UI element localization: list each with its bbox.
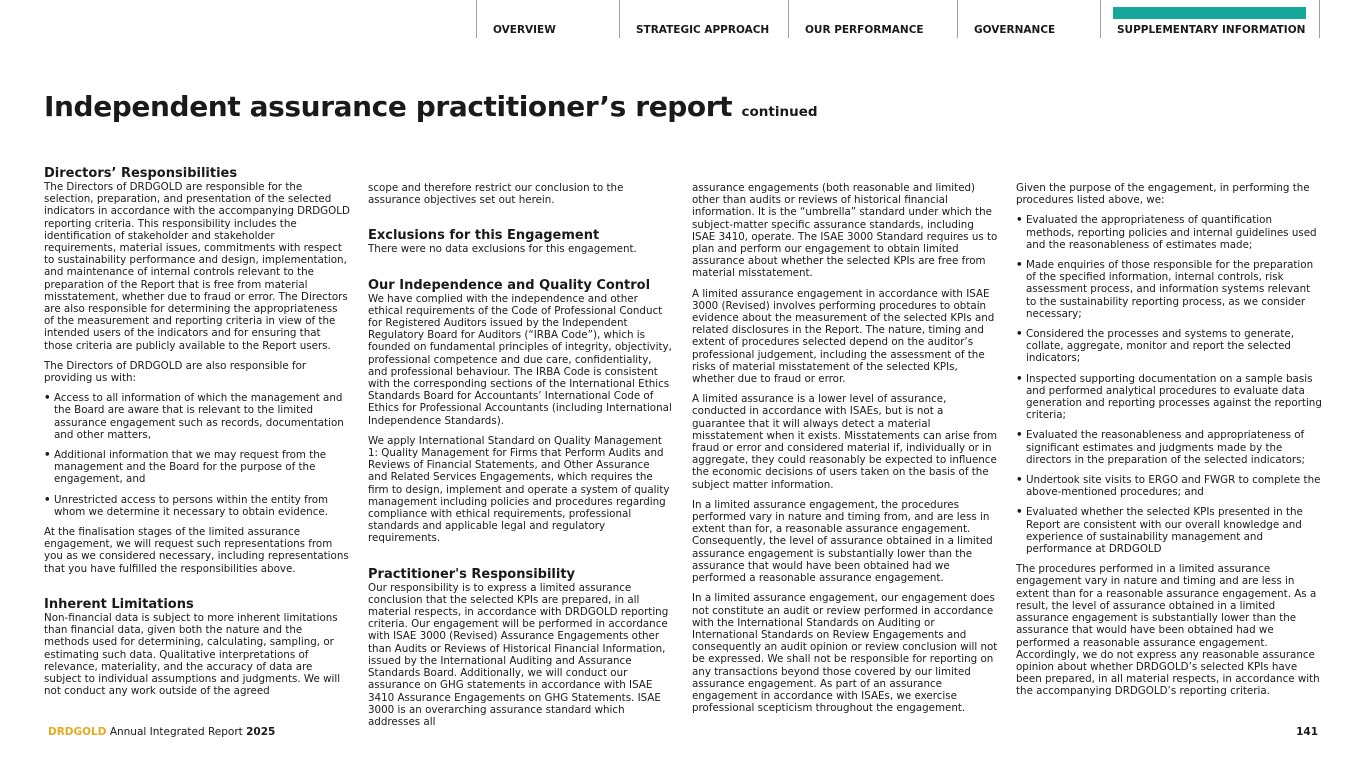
column-2 — [368, 182, 672, 736]
footer-report-title: Annual Integrated Report — [109, 726, 243, 738]
bullet-list — [44, 392, 350, 518]
paragraph: assurance engagements (both reasonable and limited) other than audits or reviews of historical financial information. It is the “umbrella” standard under which the subject-matter specific assurance standards, including ISAE 3410, operate. The ISAE 3000 Standard requires us to plan and perform our engagement to obtain limited assurance about whether the selected KPIs are free from material misstatement. — [692, 182, 998, 280]
paragraph: The procedures performed in a limited assurance engagement vary in nature and timing and are less in extent than for a reasonable assurance engagement. As a result, the level of assurance obtained in a limited assurance engagement is substantially lower than the assurance that would have been obtained had we performed a reasonable assurance engagement. Accordingly, we do not express any reasonable assurance opinion about whether DRDGOLD’s selected KPIs have been prepared, in all material respects, in accordance with the accompanying DRDGOLD’s reporting criteria. — [1016, 563, 1320, 698]
column-3 — [692, 182, 998, 722]
nav-tab-overview[interactable]: OVERVIEW — [476, 0, 619, 38]
active-tab-indicator — [1113, 7, 1306, 19]
list-item: • Inspected supporting documentation on a sample basis and performed analytical procedures to evaluate data generation and reporting processes against the reporting criteria; — [1016, 373, 1322, 422]
nav-tab-supplementary-information[interactable]: SUPPLEMENTARY INFORMATION — [1100, 0, 1320, 38]
nav-tab-governance[interactable]: GOVERNANCE — [957, 0, 1100, 38]
paragraph: Our responsibility is to express a limited assurance conclusion that the selected KPIs are prepared, in all material respects, in accordance with DRDGOLD reporting criteria. Our engagement will be performed in accordance with ISAE 3000 (Revised) Assurance Engagements other than Audits or Reviews of Historical Financial Information, issued by the International Auditing and Assurance Standards Board. Additionally, we will conduct our assurance on GHG statements in accordance with ISAE 3410 Assurance Engagements on GHG Statements. ISAE 3000 is an overarching assurance standard which addresses all — [368, 581, 669, 728]
paragraph: In a limited assurance engagement, our engagement does not constitute an audit or review performed in accordance with the International Standards on Auditing or International Standards on Review Engagements and consequently an audit opinion or review conclusion will not be expressed. We shall not be responsible for reporting on any transactions beyond those covered by our limited assurance engagement. As part of an assurance engagement in accordance with ISAEs, we exercise professional scepticism throughout the engagement. — [692, 592, 998, 715]
nav-tab-our-performance[interactable]: OUR PERFORMANCE — [788, 0, 957, 38]
footer-brand: DRDGOLD — [48, 726, 107, 738]
heading-exclusions: Exclusions for this Engagement — [368, 228, 600, 244]
list-item: • Undertook site visits to ERGO and FWGR to complete the above-mentioned procedures; and — [1016, 474, 1322, 498]
paragraph: A limited assurance engagement in accordance with ISAE 3000 (Revised) involves performing procedures to obtain evidence about the measurement of the selected KPIs and related disclosures in the Report. The nature, timing and extent of procedures selected depend on the auditor’s professional judgement, including the assessment of the risks of material misstatement of the selected KPIs, whether due to fraud or error. — [692, 287, 995, 386]
list-item: • Evaluated the reasonableness and appropriateness of significant estimates and judgments made by the directors in the preparation of the selected indicators; — [1016, 429, 1322, 466]
paragraph: The Directors of DRDGOLD are also responsible for providing us with: — [44, 359, 307, 385]
column-1 — [44, 166, 350, 705]
page-number: 141 — [1296, 726, 1318, 738]
list-item: • Unrestricted access to persons within the entity from whom we determine it necessary to obtain evidence. — [44, 494, 350, 518]
footer-report-name — [48, 726, 275, 738]
heading-independence-quality-control: Our Independence and Quality Control — [368, 277, 651, 293]
top-navigation — [0, 0, 1365, 39]
paragraph: At the finalisation stages of the limited assurance engagement, we will request such representations from you as we considered necessary, including representations that you have fulfilled the responsibilities above. — [44, 526, 349, 575]
list-item: • Access to all information of which the management and the Board are aware that is relevant to the limited assurance engagement such as records, documentation and other matters, — [44, 392, 350, 441]
heading-inherent-limitations: Inherent Limitations — [44, 596, 194, 612]
page-title-main: Independent assurance practitioner’s report — [44, 90, 733, 123]
page-title — [44, 90, 818, 123]
heading-practitioners-responsibility: Practitioner's Responsibility — [368, 566, 576, 582]
paragraph: There were no data exclusions for this engagement. — [368, 243, 637, 256]
paragraph: scope and therefore restrict our conclusion to the assurance objectives set out herein. — [368, 182, 624, 207]
bullet-list — [1016, 214, 1322, 555]
list-item: • Made enquiries of those responsible for the preparation of the specified information, internal controls, risk assessment process, and information systems relevant to the sustainability reporting process, as we consider necessary; — [1016, 259, 1322, 320]
paragraph: We apply International Standard on Quality Management 1: Quality Management for Firms that Perform Audits and Reviews of Financial Statements, and Other Assurance and Related Services Engagements, which requires the firm to design, implement and operate a system of quality management including policies and procedures regarding compliance with ethical requirements, professional standards and applicable legal and regulatory requirements. — [368, 434, 670, 545]
paragraph: In a limited assurance engagement, the procedures performed vary in nature and timing from, and are less in extent than for, a reasonable assurance engagement. Consequently, the level of assurance obtained in a limited assurance engagement is substantially lower than the assurance that would have been obtained had we performed a reasonable assurance engagement. — [692, 498, 993, 585]
list-item: • Evaluated the appropriateness of quantification methods, reporting policies and internal guidelines used and the reasonableness of estimates made; — [1016, 214, 1322, 251]
paragraph: Given the purpose of the engagement, in performing the procedures listed above, we: — [1016, 182, 1310, 207]
footer-year: 2025 — [246, 726, 276, 738]
nav-tab-strategic-approach[interactable]: STRATEGIC APPROACH — [619, 0, 788, 38]
paragraph: The Directors of DRDGOLD are responsible for the selection, preparation, and presentation of the selected indicators in accordance with the accompanying DRDGOLD reporting criteria. This responsibility includes the identification of stakeholder and stakeholder requirements, material issues, commitments with respect to sustainability performance and design, implementation, and maintenance of internal controls relevant to the preparation of the Report that is free from material misstatement, whether due to fraud or error. The Directors are also responsible for determining the appropriateness of the measurement and reporting criteria in view of the intended users of the indicators and for ensuring that those criteria are publicly available to the Report users. — [44, 181, 350, 352]
paragraph: We have complied with the independence and other ethical requirements of the Code of Professional Conduct for Registered Auditors issued by the Independent Regulatory Board for Auditors (“IRBA Code”), which is founded on fundamental principles of integrity, objectivity, professional competence and due care, confidentiality, and professional behaviour. The IRBA Code is consistent with the corresponding sections of the International Ethics Standards Board for Accountants’ International Code of Ethics for Professional Accountants (including International Independence Standards). — [368, 292, 672, 427]
list-item: • Evaluated whether the selected KPIs presented in the Report are consistent with our overall knowledge and experience of sustainability management and performance at DRDGOLD — [1016, 506, 1322, 555]
list-item: • Considered the processes and systems to generate, collate, aggregate, monitor and report the selected indicators; — [1016, 328, 1322, 365]
heading-directors-responsibilities: Directors’ Responsibilities — [44, 166, 238, 181]
paragraph: Non-financial data is subject to more inherent limitations than financial data, given both the nature and the methods used for determining, calculating, sampling, or estimating such data. Qualitative interpretations of relevance, materiality, and the accuracy of data are subject to individual assumptions and judgments. We will not conduct any work outside of the agreed — [44, 611, 341, 698]
paragraph: A limited assurance is a lower level of assurance, conducted in accordance with ISAEs, but is not a guarantee that it will always detect a material misstatement when it exists. Misstatements can arise from fraud or error and considered material if, individually or in aggregate, they could reasonably be expected to influence the economic decisions of users taken on the basis of the subject matter information. — [692, 393, 998, 491]
column-4 — [1016, 182, 1322, 706]
page-title-suffix: continued — [741, 104, 818, 120]
list-item: • Additional information that we may request from the management and the Board for the purpose of the engagement, and — [44, 449, 350, 486]
